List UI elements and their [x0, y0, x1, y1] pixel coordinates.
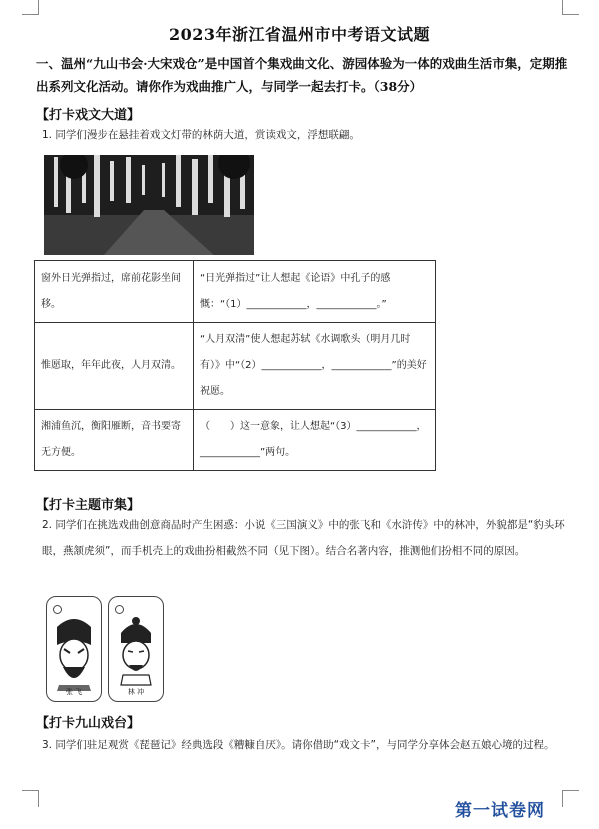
crop-mark-bottom-right	[562, 790, 579, 807]
crop-mark-top-left	[22, 0, 39, 15]
table-row	[35, 323, 436, 410]
phone-case-zhangfei	[46, 596, 102, 702]
table-cell: 窗外日光弹指过，席前花影坐间移。	[35, 261, 194, 323]
site-watermark: 第一试卷网	[455, 801, 545, 821]
table-cell: 惟愿取，年年此夜，人月双清。	[35, 323, 194, 410]
poem-table	[34, 260, 436, 471]
table-cell: 湘浦鱼沉，衡阳雁断，音书要寄无方便。	[35, 410, 194, 471]
table-cell: （ ）这一意象，让人想起“（3）____________，____________”两句。	[194, 410, 436, 471]
question-2: 2. 同学们在挑选戏曲创意商品时产生困惑：小说《三国演义》中的张飞和《水浒传》中的林冲，外貌都是“豹头环眼，燕颔虎须”，而手机壳上的戏曲扮相截然不同（见下图）。结合名著内容，推测他们扮相不同的原因。	[42, 519, 565, 557]
table-cell: “人月双清”使人想起苏轼《水调歌头（明月几时有）》中“（2）____________，____________”的美好祝愿。	[194, 323, 436, 410]
table-cell: “日光弹指过”让人想起《论语》中孔子的感慨：“（1）____________，____________。”	[194, 261, 436, 323]
phone-caption: 林 冲	[127, 688, 145, 696]
linchong-mask-icon	[109, 597, 163, 701]
page-title: 2023年浙江省温州市中考语文试题	[168, 25, 431, 44]
crop-mark-bottom-left	[22, 790, 39, 807]
zhangfei-mask-icon	[47, 597, 101, 701]
intro-paragraph: 一、温州“九山书会·大宋戏仓”是中国首个集戏曲文化、游园体验为一体的戏曲生活市集，定期推出系列文化活动。请你作为戏曲推广人，与同学一起去打卡。（38分）	[36, 56, 568, 94]
opera-avenue-photo	[44, 155, 254, 255]
crop-mark-top-right	[562, 0, 579, 15]
section-heading-1: 【打卡戏文大道】	[36, 108, 141, 123]
section-heading-2: 【打卡主题市集】	[36, 498, 141, 513]
section-heading-3: 【打卡九山戏台】	[36, 716, 141, 731]
question-3: 3. 同学们驻足观赏《琵琶记》经典选段《糟糠自厌》。请你借助“戏文卡”，与同学分享体会赵五娘心境的过程。	[42, 739, 555, 751]
table-row	[35, 410, 436, 471]
phone-case-linchong	[108, 596, 164, 702]
phone-caption: 张 飞	[65, 688, 83, 696]
question-1: 1. 同学们漫步在悬挂着戏文灯带的林荫大道，赏读戏文，浮想联翩。	[42, 129, 360, 141]
table-row	[35, 261, 436, 323]
